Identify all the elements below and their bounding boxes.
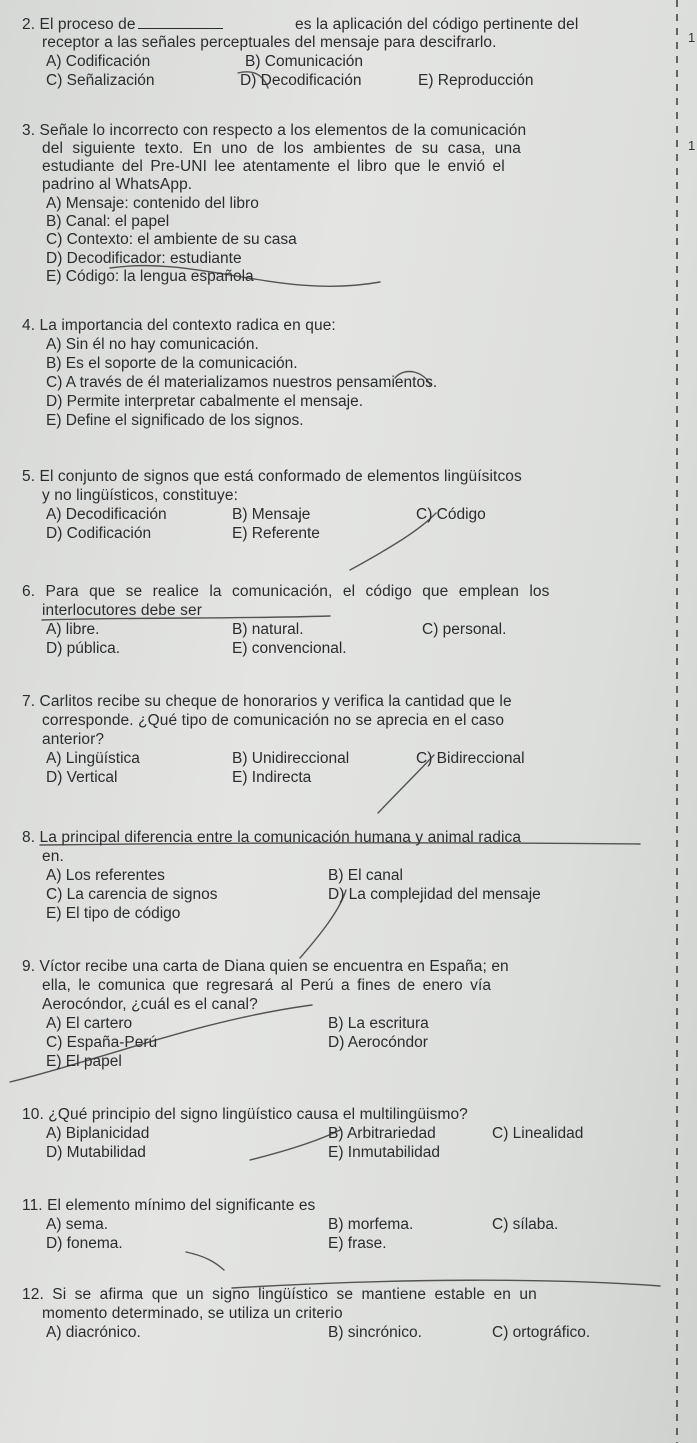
question-stem: estudiante del Pre-UNI lee atentamente el libro que le envió el [42,158,505,175]
option-b: B) El canal [328,867,403,884]
question-stem: 2. El proceso de [22,16,223,34]
option-d: D) pública. [46,640,121,657]
option-a: A) Lingüística [46,750,140,767]
option-b: B) La escritura [328,1015,429,1032]
option-b: B) Canal: el papel [46,213,170,230]
option-a: A) diacrónico. [46,1324,141,1341]
option-b: B) Comunicación [245,53,364,70]
question-stem: en. [42,848,64,865]
option-e: E) Código: la lengua española [46,268,254,285]
option-b: B) Arbitrariedad [328,1125,436,1142]
question-stem: Aerocóndor, ¿cuál es el canal? [42,996,258,1013]
option-d: D) Decodificación [240,72,362,89]
option-e: E) Inmutabilidad [328,1144,441,1161]
option-c: C) A través de él materializamos nuestros pensamientos. [46,374,438,391]
option-b: B) sincrónico. [328,1324,422,1341]
option-c: C) La carencia de signos [46,886,218,903]
margin-number: 1 [688,30,696,45]
option-b: B) natural. [232,621,304,638]
question-stem: 6. Para que se realice la comunicación, el código que emplean los [22,583,550,600]
question-stem: y no lingüísticos, constituye: [42,487,238,504]
question-stem: 12. Si se afirma que un signo lingüístico se mantiene estable en un [22,1286,537,1303]
option-d: D) fonema. [46,1235,123,1252]
margin-number: 1 [688,138,696,153]
option-a: A) Sin él no hay comunicación. [46,336,259,353]
page-fold-dashed-line [676,0,678,1443]
option-e: E) Define el significado de los signos. [46,412,304,429]
answer-mark-q10 [250,1130,340,1160]
question-stem: 9. Víctor recibe una carta de Diana quien se encuentra en España; en [22,958,509,975]
option-c: C) personal. [422,621,507,638]
option-e: E) Reproducción [418,72,534,89]
option-d: D) Aerocóndor [328,1034,428,1051]
answer-mark-q11 [186,1252,224,1270]
question-stem: corresponde. ¿Qué tipo de comunicación no se aprecia en el caso [42,712,505,729]
option-b: B) Unidireccional [232,750,350,767]
option-a: A) El cartero [46,1015,133,1032]
question-stem: 7. Carlitos recibe su cheque de honorarios y verifica la cantidad que le [22,693,512,710]
option-d: D) Codificación [46,525,152,542]
option-a: A) sema. [46,1216,109,1233]
question-stem: ella, le comunica que regresará al Perú a fines de enero vía [42,977,492,994]
option-a: A) libre. [46,621,100,638]
question-stem: receptor a las señales perceptuales del mensaje para descifrarlo. [42,34,497,51]
question-stem: 10. ¿Qué principio del signo lingüístico causa el multilingüismo? [22,1106,468,1123]
option-d: D) Mutabilidad [46,1144,146,1161]
option-e: E) Indirecta [232,769,312,786]
option-a: A) Codificación [46,53,151,70]
answer-blank [138,16,223,29]
question-stem: 11. El elemento mínimo del significante es [22,1197,316,1214]
option-d: D) Permite interpretar cabalmente el mensaje. [46,393,364,410]
question-stem: es la aplicación del código pertinente del [295,16,579,33]
question-stem: 5. El conjunto de signos que está conformado de elementos lingüísitcos [22,468,522,485]
option-b: B) morfema. [328,1216,414,1233]
question-stem: del siguiente texto. En uno de los ambientes de su casa, una [42,140,521,157]
question-stem: 3. Señale lo incorrecto con respecto a los elementos de la comunicación [22,122,527,139]
option-d: D) Decodificador: estudiante [46,250,242,267]
option-a: A) Decodificación [46,506,167,523]
question-stem: momento determinado, se utiliza un criterio [42,1305,343,1322]
question-stem: 8. La principal diferencia entre la comunicación humana y animal radica [22,829,522,846]
question-stem: padrino al WhatsApp. [42,176,193,193]
option-c: C) Señalización [46,72,155,89]
option-c: C) sílaba. [492,1216,559,1233]
option-b: B) Es el soporte de la comunicación. [46,355,298,372]
option-a: A) Biplanicidad [46,1125,150,1142]
option-c: C) Bidireccional [416,750,525,767]
option-e: E) convencional. [232,640,347,657]
option-d: D) Vertical [46,769,118,786]
option-a: A) Mensaje: contenido del libro [46,195,259,212]
option-c: C) Contexto: el ambiente de su casa [46,231,297,248]
option-b: B) Mensaje [232,506,311,523]
question-stem: 4. La importancia del contexto radica en que: [22,317,336,334]
option-a: A) Los referentes [46,867,165,884]
option-e: E) El papel [46,1053,122,1070]
question-stem: anterior? [42,731,105,748]
option-d: D) La complejidad del mensaje [328,886,541,903]
option-e: E) Referente [232,525,320,542]
option-e: E) frase. [328,1235,387,1252]
option-c: C) España-Perú [46,1034,158,1051]
option-c: C) Código [416,506,486,523]
option-c: C) Linealidad [492,1125,584,1142]
option-e: E) El tipo de código [46,905,181,922]
option-c: C) ortográfico. [492,1324,591,1341]
question-stem: interlocutores debe ser [42,602,202,619]
